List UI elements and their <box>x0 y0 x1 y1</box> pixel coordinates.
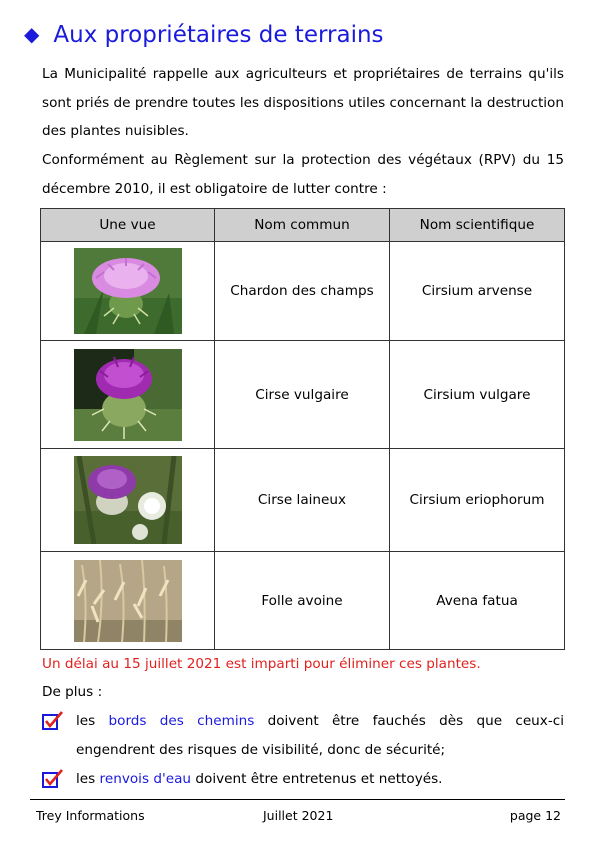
plants-table <box>40 208 565 650</box>
diamond-icon: ◆ <box>24 22 40 46</box>
scientific-name-cell: Cirsium vulgare <box>390 341 565 449</box>
common-name-cell: Chardon des champs <box>215 242 390 341</box>
table-header-row <box>41 209 565 242</box>
woolly-thistle-photo <box>74 456 182 544</box>
footer-page-number: page 12 <box>509 808 561 823</box>
table-row <box>41 449 565 552</box>
highlight-text: bords des chemins <box>108 713 255 729</box>
scientific-name-cell: Cirsium arvense <box>390 242 565 341</box>
footer-publication: Trey Informations <box>36 808 145 823</box>
table-row <box>41 242 565 341</box>
additionally-label: De plus : <box>42 684 103 700</box>
footer-date: Juillet 2021 <box>263 808 334 823</box>
common-name-cell: Folle avoine <box>215 552 390 650</box>
section-title <box>24 22 384 48</box>
intro-paragraph: La Municipalité rappelle aux agriculteurs et propriétaires de terrains qu'ils sont priés de prendre toutes les dispositions utiles concernant la destruction des plantes nuisibles. <box>42 66 564 139</box>
footer-divider <box>30 799 565 800</box>
highlight-text: renvois d'eau <box>99 771 192 787</box>
header-view: Une vue <box>41 209 215 242</box>
header-common-name: Nom commun <box>215 209 390 242</box>
checkbox-checked-icon <box>42 707 76 764</box>
common-name-cell: Cirse laineux <box>215 449 390 552</box>
thistle-pink-photo <box>74 248 182 334</box>
wild-oat-photo <box>74 560 182 642</box>
bullet-text: les bords des chemins doivent être fauchés dès que ceux-ci engendrent des risques de visibilité, donc de sécurité; <box>76 713 564 758</box>
table-row <box>41 552 565 650</box>
deadline-notice: Un délai au 15 juillet 2021 est imparti pour éliminer ces plantes. <box>42 656 481 672</box>
checkbox-checked-icon <box>42 765 76 794</box>
thistle-purple-photo <box>74 349 182 441</box>
scientific-name-cell: Avena fatua <box>390 552 565 650</box>
regulation-paragraph: Conformément au Règlement sur la protection des végétaux (RPV) du 15 décembre 2010, il est obligatoire de lutter contre : <box>42 152 564 197</box>
common-name-cell: Cirse vulgaire <box>215 341 390 449</box>
title-text: Aux propriétaires de terrains <box>53 22 384 48</box>
bullet-text: les renvois d'eau doivent être entretenus et nettoyés. <box>76 771 443 787</box>
scientific-name-cell: Cirsium eriophorum <box>390 449 565 552</box>
list-item <box>42 765 564 794</box>
table-row <box>41 341 565 449</box>
list-item <box>42 707 564 764</box>
header-scientific-name: Nom scientifique <box>390 209 565 242</box>
